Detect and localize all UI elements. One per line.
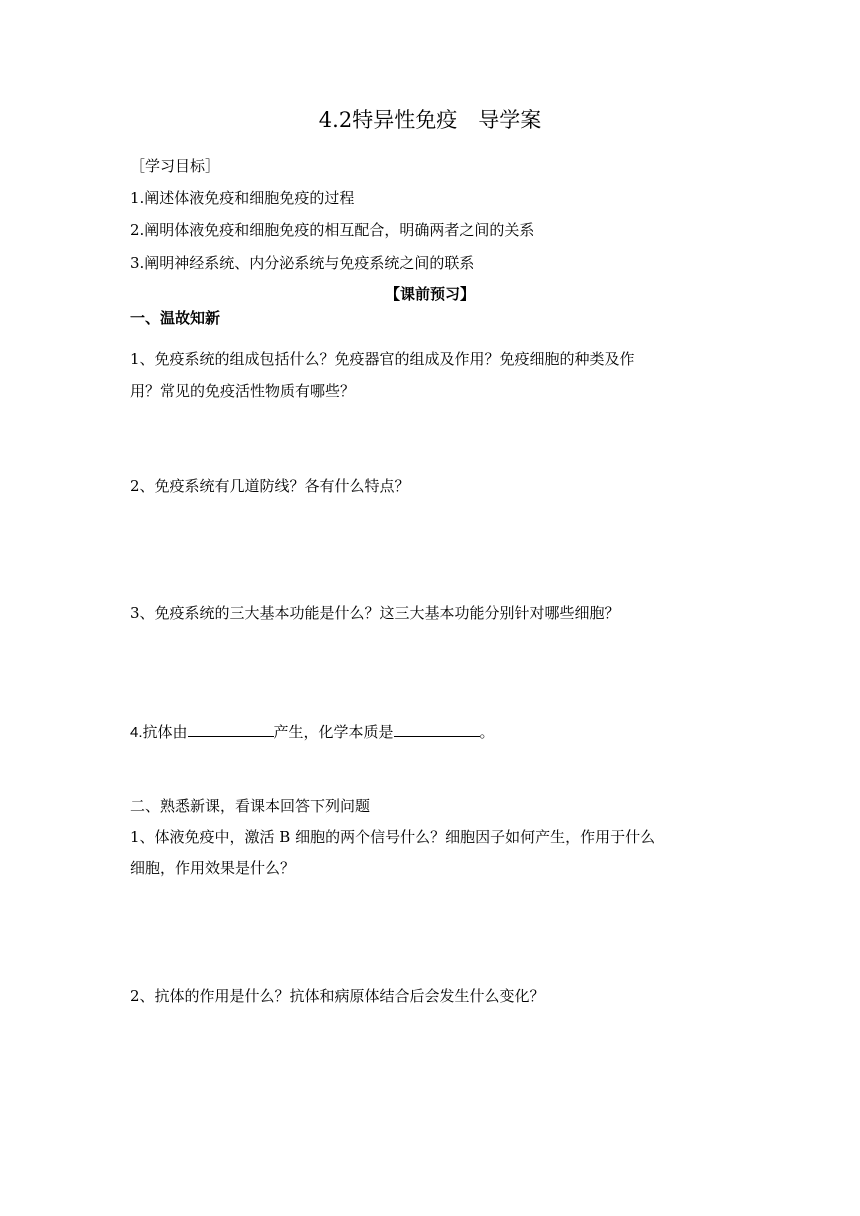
review-question-1-line-1: 1、免疫系统的组成包括什么？免疫器官的组成及作用？免疫细胞的种类及作 bbox=[130, 350, 635, 368]
review-question-4-part-3: 。 bbox=[479, 723, 495, 741]
preview-heading: 【课前预习】 bbox=[384, 285, 475, 303]
review-question-3: 3、免疫系统的三大基本功能是什么？这三大基本功能分别针对哪些细胞？ bbox=[130, 604, 620, 622]
page-title: 4.2特异性免疫 导学案 bbox=[318, 108, 542, 132]
newlesson-question-1-line-1: 1、体液免疫中，激活 B 细胞的两个信号什么？细胞因子如何产生，作用于什么 bbox=[130, 828, 656, 846]
review-question-1-line-2: 用？常见的免疫活性物质有哪些？ bbox=[130, 382, 356, 400]
objectives-heading: ［学习目标］ bbox=[130, 157, 221, 175]
newlesson-question-2: 2、抗体的作用是什么？抗体和病原体结合后会发生什么变化？ bbox=[130, 987, 545, 1005]
review-heading: 一、温故知新 bbox=[130, 309, 221, 327]
newlesson-question-1-line-2: 细胞，作用效果是什么？ bbox=[130, 859, 296, 877]
review-question-2: 2、免疫系统有几道防线？各有什么特点？ bbox=[130, 477, 410, 495]
review-question-4 bbox=[130, 722, 495, 743]
answer-blank-1[interactable] bbox=[188, 722, 274, 737]
objective-item-2: 2.阐明体液免疫和细胞免疫的相互配合，明确两者之间的关系 bbox=[130, 221, 535, 239]
answer-blank-2[interactable] bbox=[394, 722, 480, 737]
objective-item-1: 1.阐述体液免疫和细胞免疫的过程 bbox=[130, 189, 355, 207]
review-question-4-part-2: 产生，化学本质是 bbox=[273, 723, 394, 741]
objective-item-3: 3.阐明神经系统、内分泌系统与免疫系统之间的联系 bbox=[130, 254, 475, 272]
review-question-4-part-1: 4.抗体由 bbox=[130, 724, 188, 741]
newlesson-heading: 二、熟悉新课，看课本回答下列问题 bbox=[130, 797, 371, 815]
